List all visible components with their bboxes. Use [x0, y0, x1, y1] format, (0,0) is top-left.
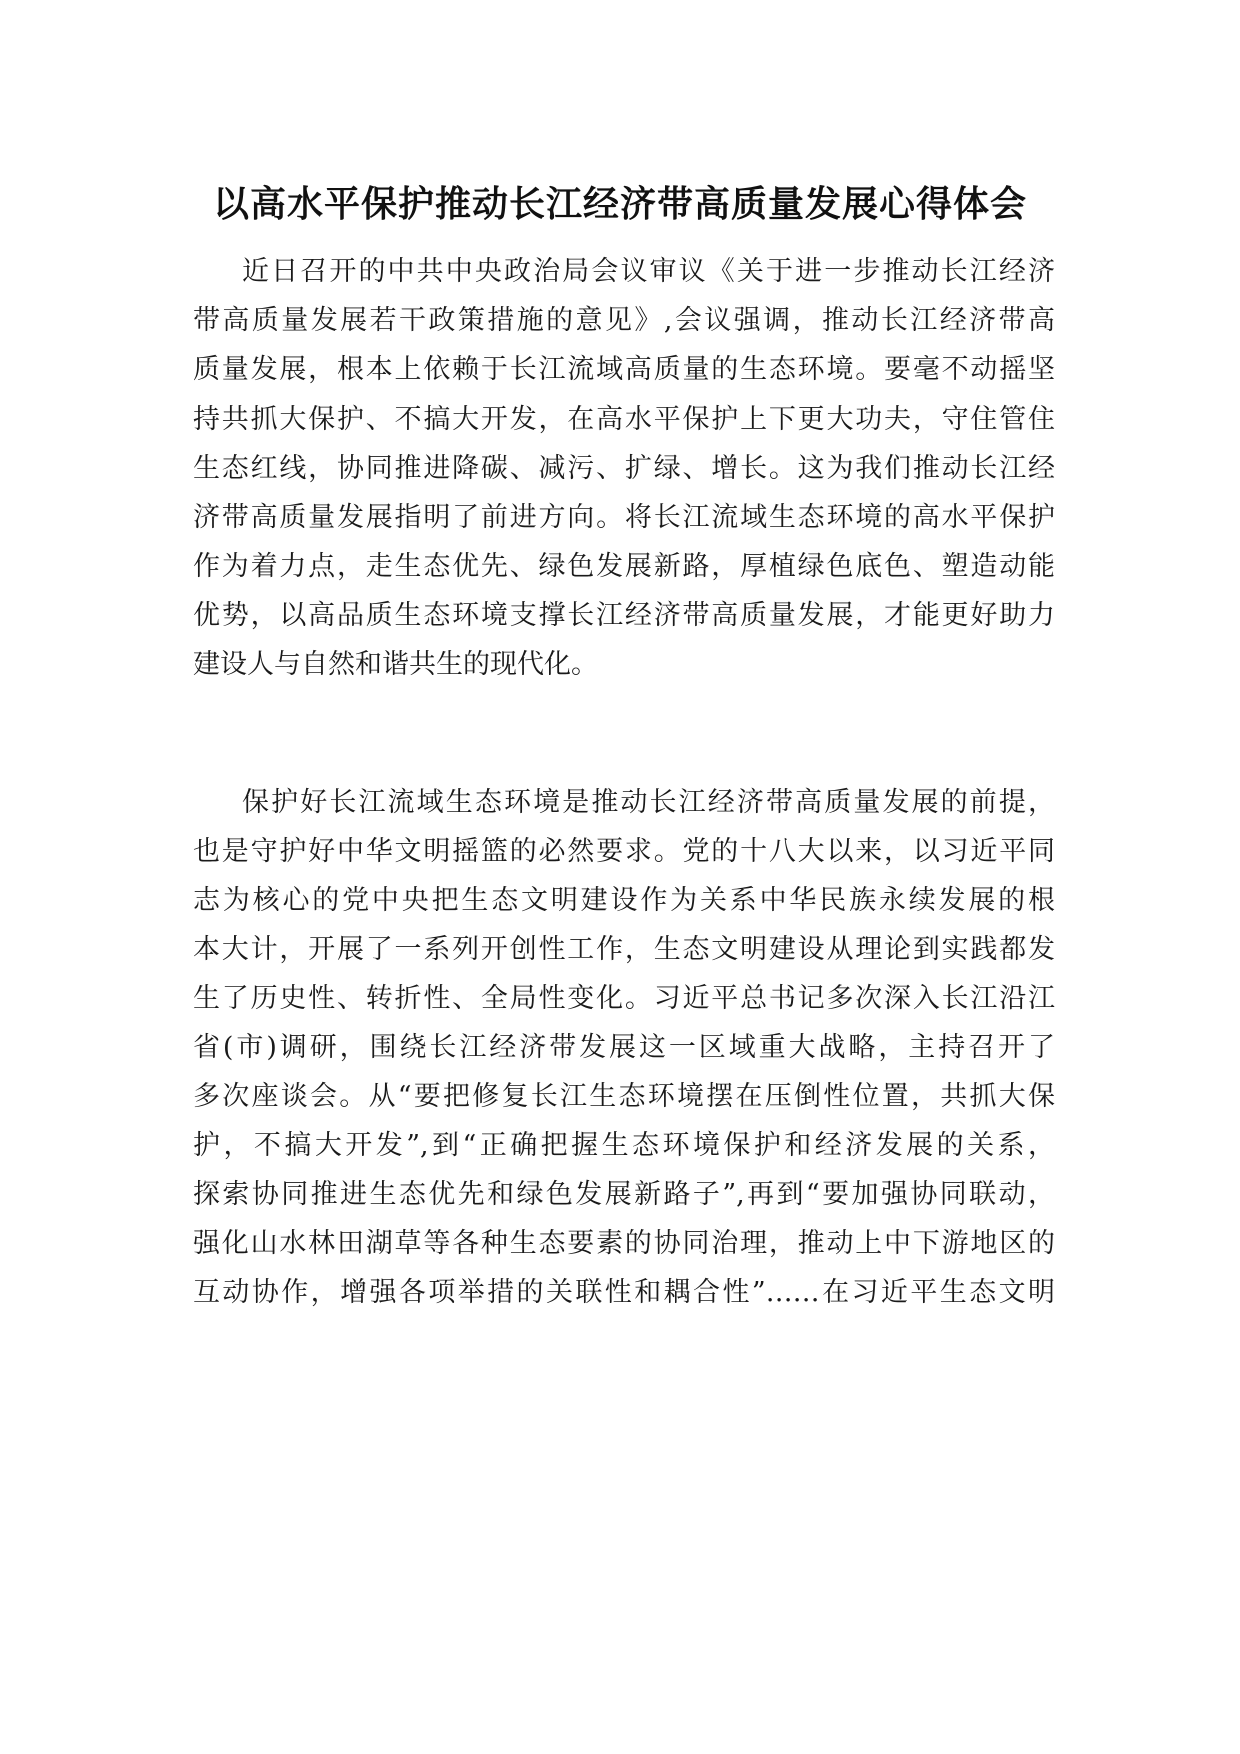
- document-title: 以高水平保护推动长江经济带高质量发展心得体会: [212, 183, 1027, 225]
- paragraph-2-line-3: 志为核心的党中央把生态文明建设作为关系中华民族永续发展的根: [193, 885, 1055, 916]
- paragraph-1-line-1: 近日召开的中共中央政治局会议审议《关于进一步推动长江经济: [242, 256, 1055, 287]
- paragraph-1-line-7: 作为着力点，走生态优先、绿色发展新路，厚植绿色底色、塑造动能: [193, 551, 1055, 582]
- paragraph-1-line-9: 建设人与自然和谐共生的现代化。: [193, 649, 598, 680]
- paragraph-2-line-5: 生了历史性、转折性、全局性变化。习近平总书记多次深入长江沿江: [193, 983, 1055, 1014]
- paragraph-1-line-3: 质量发展，根本上依赖于长江流域高质量的生态环境。要毫不动摇坚: [193, 354, 1055, 385]
- paragraph-2-line-11: 互动协作，增强各项举措的关联性和耦合性”……在习近平生态文明: [193, 1277, 1055, 1308]
- paragraph-1-line-5: 生态红线，协同推进降碳、减污、扩绿、增长。这为我们推动长江经: [193, 453, 1055, 484]
- paragraph-1-line-8: 优势，以高品质生态环境支撑长江经济带高质量发展，才能更好助力: [193, 600, 1055, 631]
- paragraph-2-line-4: 本大计，开展了一系列开创性工作，生态文明建设从理论到实践都发: [193, 934, 1055, 965]
- paragraph-2-line-6: 省(市)调研，围绕长江经济带发展这一区域重大战略，主持召开了: [193, 1032, 1055, 1063]
- paragraph-2-line-1: 保护好长江流域生态环境是推动长江经济带高质量发展的前提，: [242, 787, 1055, 818]
- paragraph-2-line-10: 强化山水林田湖草等各种生态要素的协同治理，推动上中下游地区的: [193, 1228, 1055, 1259]
- paragraph-2-line-2: 也是守护好中华文明摇篮的必然要求。党的十八大以来，以习近平同: [193, 836, 1055, 867]
- paragraph-2-line-9: 探索协同推进生态优先和绿色发展新路子”,再到“要加强协同联动，: [193, 1179, 1055, 1210]
- paragraph-1-line-2: 带高质量发展若干政策措施的意见》,会议强调，推动长江经济带高: [193, 305, 1055, 336]
- paragraph-2-line-8: 护，不搞大开发”,到“正确把握生态环境保护和经济发展的关系，: [193, 1130, 1055, 1161]
- paragraph-2-line-7: 多次座谈会。从“要把修复长江生态环境摆在压倒性位置，共抓大保: [193, 1081, 1055, 1112]
- paragraph-1-line-6: 济带高质量发展指明了前进方向。将长江流域生态环境的高水平保护: [193, 502, 1055, 533]
- paragraph-1-line-4: 持共抓大保护、不搞大开发，在高水平保护上下更大功夫，守住管住: [193, 404, 1055, 435]
